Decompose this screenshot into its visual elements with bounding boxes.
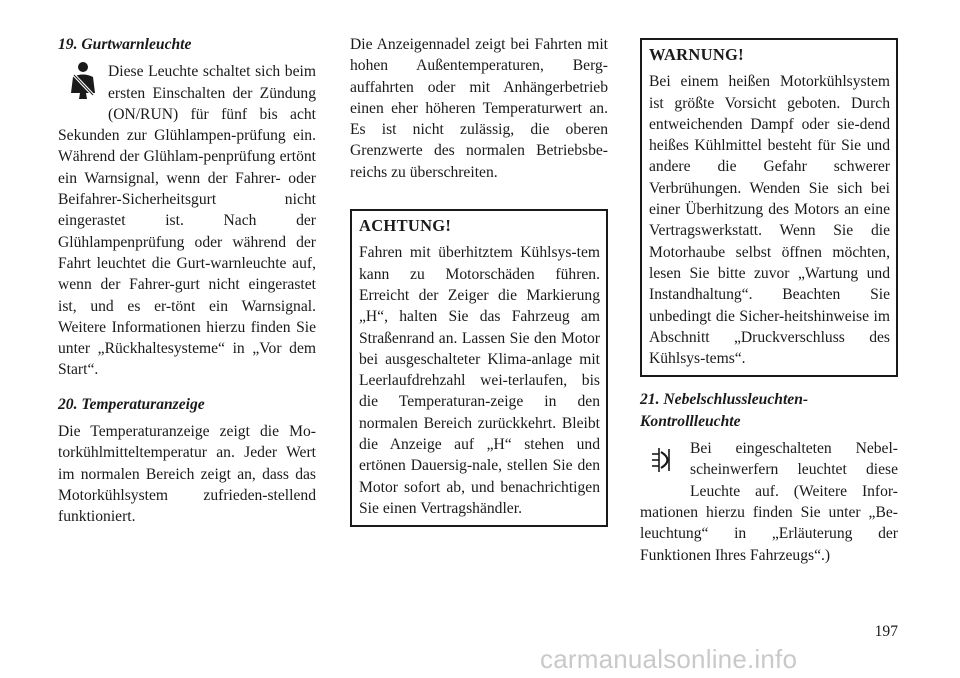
column-right: [640, 38, 898, 579]
section-21-text: Bei eingeschalteten Nebel-scheinwerfern leuchtet diese Leuchte auf. (Weitere Infor-mationen hierzu finden Sie unter „Be-leuchtung“ in „Erläuterung der Funktionen Ihres Fahrzeugs“.): [640, 440, 898, 564]
rear-fog-light-icon: [640, 438, 690, 494]
caution-title: ACHTUNG!: [359, 216, 452, 236]
warning-box: [640, 38, 898, 377]
section-19-text: Diese Leuchte schaltet sich beim ersten Einschalten der Zündung (ON/RUN) für fünf bis acht Sekunden zur Glühlampen-prüfung ein. Während der Glühlam-penprüfung ertönt ein Warnsignal, wenn der Fahrer- oder Beifahrer-Sicherheitsgurt nicht eingerastet ist. Nach der Glühlampenprüfung oder während der Fahrt leuchtet die Gurt-warnleuchte auf, wenn der Fahrer-gurt nicht eingerastet ist, und es er-tönt ein Warnsignal. Weitere Informationen hierzu finden Sie unter „Rückhaltesysteme“ in „Vor dem Start“.: [58, 63, 316, 379]
section-21-heading: 21. Nebelschlussleuchten-Kontrollleuchte: [640, 391, 809, 430]
watermark: carmanualsonline.info: [540, 644, 798, 674]
seatbelt-icon: [58, 61, 108, 119]
column-left: [58, 34, 316, 541]
caution-text: Fahren mit überhitztem Kühlsys-tem kann zu Motorschäden führen. Erreicht der Zeiger die Markierung „H“, halten Sie das Fahrzeug am Straßenrand an. Lassen Sie den Motor bei ausgeschalteter Klima-anlage mit Leerlaufdrehzahl wei-terlaufen, bis die Temperaturan-zeige in den normalen Bereich zurückkehrt. Bleibt die Anzeige auf „H“ stehen und ertönen Dauersig-nale, stellen Sie den Motor sofort ab, und benachrichtigen Sie einen Vertragshändler.: [359, 244, 600, 517]
caution-box: [350, 209, 608, 527]
section-20-heading: 20. Temperaturanzeige: [58, 395, 205, 413]
section-21-body: [640, 438, 898, 566]
section-20-paragraph-2: Die Anzeigennadel zeigt bei Fahrten mit hohen Außentemperaturen, Berg-auffahrten oder mit Anhängerbetrieb einen eher höheren Temperaturwert an. Es ist nicht zulässig, die oberen Grenzwerte des normalen Betriebsbe-reichs zu überschreiten.: [350, 36, 608, 181]
warning-title: WARNUNG!: [649, 45, 744, 64]
section-19-heading: 19. Gurtwarnleuchte: [58, 36, 192, 53]
page-number: 197: [874, 623, 898, 640]
column-middle: [350, 34, 608, 539]
section-19-body: [58, 61, 316, 380]
section-20-paragraph-1: Die Temperaturanzeige zeigt die Mo-torkühlmitteltemperatur an. Jeder Wert im normalen Bereich zeigt an, dass das Motorkühlsystem zufrieden-stellend funktioniert.: [58, 423, 316, 526]
warning-text: Bei einem heißen Motorkühlsystem ist größte Vorsicht geboten. Durch entweichenden Dampf oder sie-dend heißes Kühlmittel besteht für Sie und andere die Gefahr schwerer Verbrühungen. Wenden Sie sich bei einer Überhitzung des Motors an eine Vertragswerkstatt. Wenn Sie die Motorhaube selbst öffnen möchten, lesen Sie bitte zuvor „Wartung und Instandhaltung“. Beachten Sie unbedingt die Sicher-heitshinweise im Abschnitt „Druckverschluss des Kühlsys-tems“.: [649, 73, 890, 368]
